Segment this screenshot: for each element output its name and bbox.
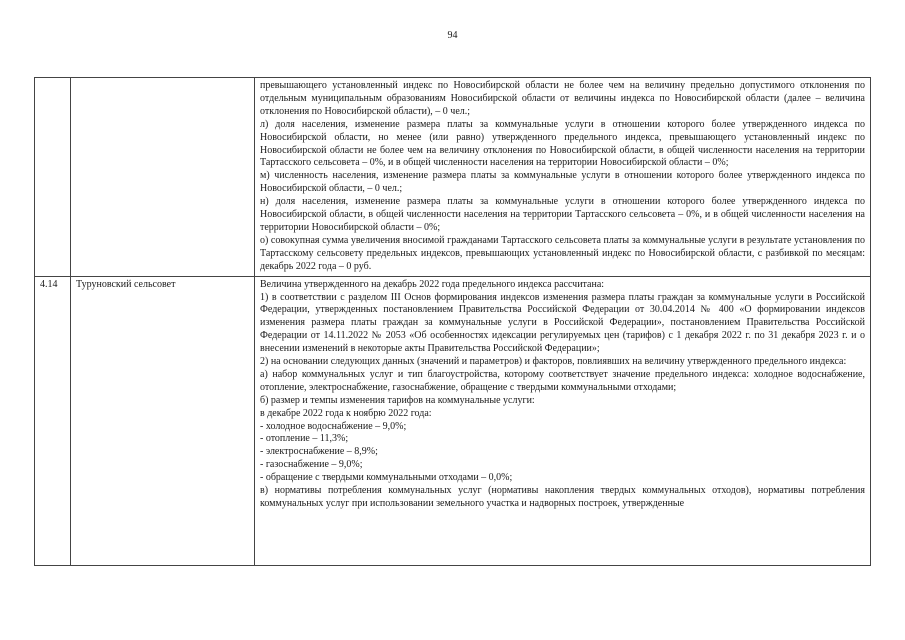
paragraph: о) совокупная сумма увеличения вносимой гражданами Тартасского сельсовета платы за коммунальные услуги в результате установления по Тартасскому сельсовету предельных индексов, превышающих установленный индекс по Новосибирской области, с разбивкой по месяцам: декабрь 2022 года – 0 руб. bbox=[260, 234, 865, 272]
list-item: - отопление – 11,3%; bbox=[260, 433, 349, 445]
paragraph: а) набор коммунальных услуг и тип благоустройства, которому соответствует значение предельного индекса: холодное водоснабжение, отопление, электроснабжение, газоснабжение, обращение с твердыми коммунальными отходами; bbox=[260, 368, 865, 393]
paragraph: в декабре 2022 года к ноябрю 2022 года: bbox=[260, 407, 432, 419]
paragraph: Величина утвержденного на декабрь 2022 года предельного индекса рассчитана: bbox=[260, 278, 605, 290]
list-item: - газоснабжение – 9,0%; bbox=[260, 459, 363, 471]
row-number-cell bbox=[35, 78, 71, 277]
list-item: - обращение с твердыми коммунальными отходами – 0,0%; bbox=[260, 472, 513, 484]
row-number-cell: 4.14 bbox=[35, 276, 71, 565]
page-number: 94 bbox=[447, 30, 458, 41]
paragraph: в) нормативы потребления коммунальных услуг (нормативы накопления твердых коммунальных отходов), нормативы потребления коммунальных услуг при использовании земельного участка и надворных построек, утвержденные bbox=[260, 485, 865, 509]
municipality-name-cell bbox=[71, 78, 255, 277]
paragraph: 1) в соответствии с разделом III Основ формирования индексов изменения размера платы граждан за коммунальные услуги в Российской Федерации, утвержденных постановлением Правительства Российской Федерации от 30.04.2014 № 400 «О формировании индексов изменения размера платы граждан за коммунальные услуги в Российской Федерации», постановлением Правительства Российской Федерации от 14.11.2022 № 2053 «Об особенностях идексации регулируемых цен (тарифов) с 1 декабря 2022 г. по 31 декабря 2023 г. и о внесении изменений в некоторые акты Правительства Российской Федерации»; bbox=[260, 291, 865, 355]
description-cell bbox=[255, 78, 871, 277]
paragraph: превышающего установленный индекс по Новосибирской области не более чем на величину предельно допустимого отклонения по отдельным муниципальным образованиям Новосибирской области от величины индекса по Новосибирской области (далее – величина отклонения по Новосибирской области), – 0 чел.; bbox=[260, 80, 865, 117]
paragraph: 2) на основании следующих данных (значений и параметров) и факторов, повлиявших на величину утвержденного предельного индекса: bbox=[260, 356, 847, 368]
list-item: - холодное водоснабжение – 9,0%; bbox=[260, 420, 407, 432]
municipality-name-cell: Туруновский сельсовет bbox=[71, 276, 255, 565]
document-table bbox=[34, 77, 871, 566]
paragraph: б) размер и темпы изменения тарифов на коммунальные услуги: bbox=[260, 394, 535, 406]
paragraph: н) доля населения, изменение размера платы за коммунальные услуги в отношении которого более утвержденного индекса по Новосибирской области, в общей численности населения на территории Тартасского сельсовета – 0%, и в общей численности населения на территории Новосибирской области – 0%; bbox=[260, 196, 865, 233]
paragraph: л) доля населения, изменение размера платы за коммунальные услуги в отношении которого более утвержденного индекса по Новосибирской области, но менее (или равно) утвержденного предельного индекса, превышающего установленный индекс по Новосибирской области не более чем на величину отклонения по Новосибирской области, в общей численности населения на территории Тартасского сельсовета – 0%, и в общей численности населения на территории Новосибирской области – 0%; bbox=[260, 118, 865, 169]
description-cell bbox=[255, 276, 871, 565]
list-item: - электроснабжение – 8,9%; bbox=[260, 446, 378, 458]
paragraph: м) численность населения, изменение размера платы за коммунальные услуги в отношении которого более утвержденного индекса по Новосибирской области, – 0 чел.; bbox=[260, 170, 865, 195]
table-row bbox=[35, 78, 871, 277]
table-row bbox=[35, 276, 871, 565]
